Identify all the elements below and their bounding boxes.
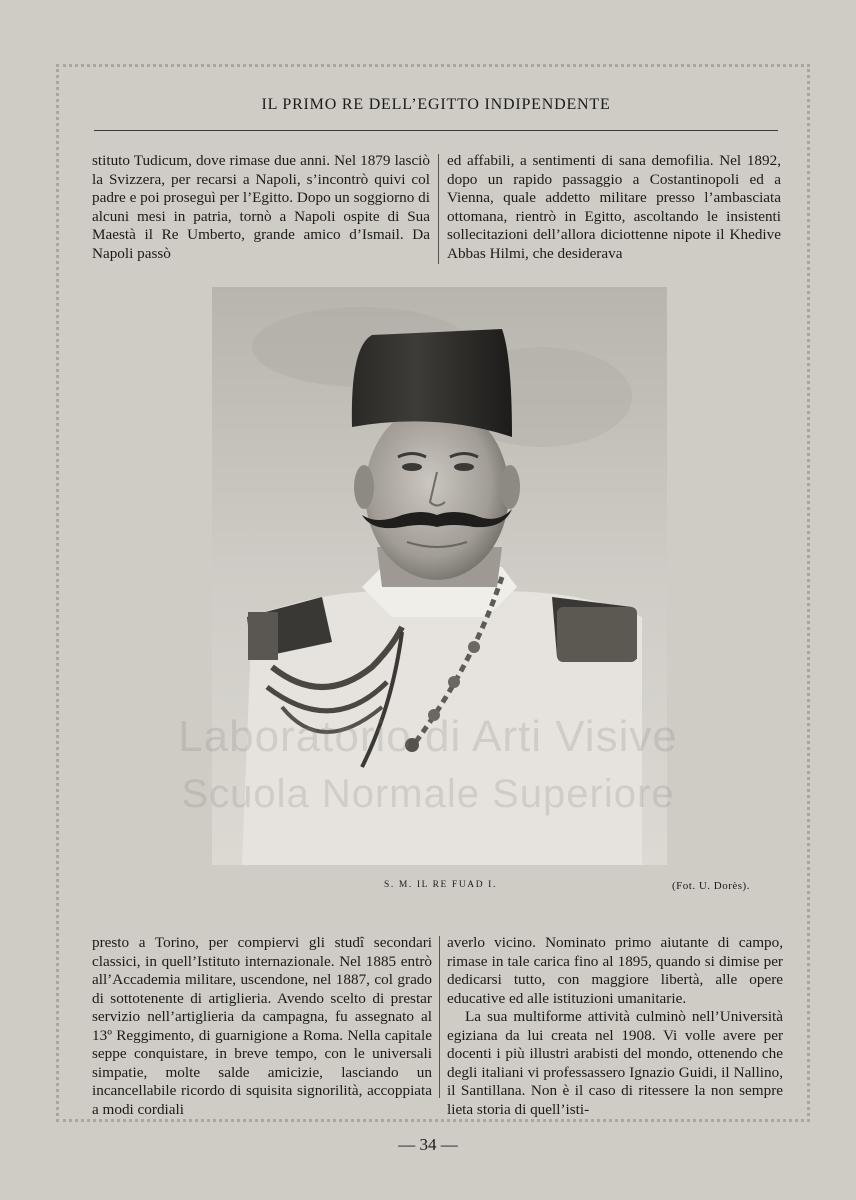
paragraph: averlo vicino. Nominato primo aiutante di campo, rimase in tale carica fino al 1895, quando si dimise per dedicarsi tutto, con maggiore libertà, alle opere educative ed alle istituzioni umanitarie. bbox=[447, 934, 783, 1007]
header-rule bbox=[94, 130, 778, 131]
top-right-column bbox=[447, 152, 781, 263]
bottom-right-column bbox=[447, 934, 783, 1119]
page-number: — 34 — bbox=[398, 1135, 458, 1154]
running-title: IL PRIMO RE DELL’EGITTO INDIPENDENTE bbox=[261, 96, 611, 113]
portrait-photograph bbox=[212, 287, 667, 865]
column-divider bbox=[438, 154, 439, 264]
figure-caption: S. M. IL RE FUAD I. bbox=[384, 880, 497, 890]
paragraph: ed affabili, a sentimenti di sana demofilia. Nel 1892, dopo un rapido passaggio a Costantinopoli ed a Vienna, quale addetto militare presso l’ambasciata ottomana, rientrò in Egitto, ascoltando le insistenti sollecitazioni dell’allora diciottenne nipote il Khedive Abbas Hilmi, che desiderava bbox=[447, 152, 781, 262]
portrait-illustration bbox=[212, 287, 667, 865]
paragraph: presto a Torino, per compiervi gli studî secondari classici, in quell’Istituto internazionale. Nel 1885 entrò all’Accademia militare, uscendone, nel 1887, col grado di sottotenente di artiglieria. Avendo scelto di prestar servizio nell’artiglieria da campagna, fu assegnato al 13º Reggimento, di guarnigione a Roma. Nella capitale seppe conquistare, in breve tempo, con le universali simpatie, molte salde amicizie, lasciando un incancellabile ricordo di squisita signorilità, accoppiata a modi cordiali bbox=[92, 934, 432, 1118]
bottom-left-column bbox=[92, 934, 432, 1119]
watermark-line-1: Laboratorio di Arti Visive bbox=[178, 712, 678, 761]
paragraph: La sua multiforme attività culminò nell’Università egiziana da lui creata nel 1908. Vi volle avere per docenti i più illustri arabisti del mondo, ottenendo che degli italiani vi professassero Ignazio Guidi, il Nallino, il Santillana. Non è il caso di ritessere la non sempre lieta storia di quell’isti- bbox=[447, 1008, 783, 1118]
top-left-column bbox=[92, 152, 430, 263]
photo-credit: (Fot. U. Dorès). bbox=[672, 880, 750, 892]
paragraph: stituto Tudicum, dove rimase due anni. Nel 1879 lasciò la Svizzera, per recarsi a Napoli, s’incontrò quivi col padre e poi proseguì per l’Egitto. Dopo un soggiorno di alcuni mesi in patria, tornò a Napoli ospite di Sua Maestà il Re Umberto, grande amico d’Ismail. Da Napoli passò bbox=[92, 152, 430, 262]
watermark-line-2: Scuola Normale Superiore bbox=[181, 772, 675, 816]
column-divider bbox=[439, 936, 440, 1098]
